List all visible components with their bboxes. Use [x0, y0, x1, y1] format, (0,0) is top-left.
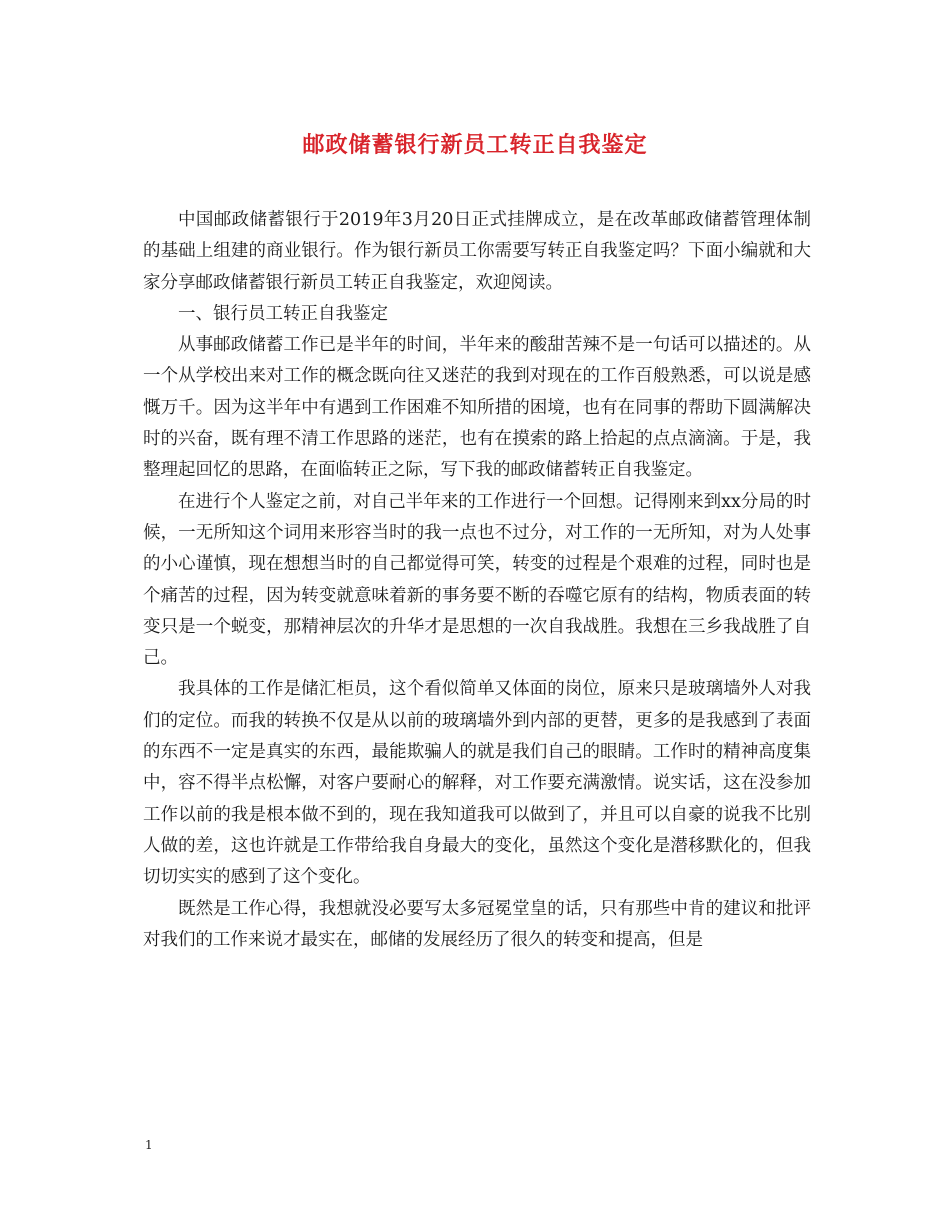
document-title: 邮政储蓄银行新员工转正自我鉴定	[302, 133, 648, 158]
page-number: 1	[145, 1138, 153, 1152]
paragraph: 在进行个人鉴定之前，对自己半年来的工作进行一个回想。记得刚来到xx分局的时候，一无所知这个词用来形容当时的我一点也不过分，对工作的一无所知，对为人处事的小心谨慎，现在想想当时的自己都觉得可笑，转变的过程是个艰难的过程，同时也是个痛苦的过程，因为转变就意味着新的事务要不断的吞噬它原有的结构，物质表面的转变只是一个蜕变，那精神层次的升华才是思想的一次自我战胜。我想在三乡我战胜了自己。	[143, 491, 811, 669]
section-heading: 一、银行员工转正自我鉴定	[178, 303, 388, 324]
paragraph: 从事邮政储蓄工作已是半年的时间，半年来的酸甜苦辣不是一句话可以描述的。从一个从学校出来对工作的概念既向往又迷茫的我到对现在的工作百般熟悉，可以说是感慨万千。因为这半年中有遇到工作困难不知所措的困境，也有在同事的帮助下圆满解决时的兴奋，既有理不清工作思路的迷茫，也有在摸索的路上拾起的点点滴滴。于是，我整理起回忆的思路，在面临转正之际，写下我的邮政储蓄转正自我鉴定。	[143, 335, 811, 481]
paragraph: 我具体的工作是储汇柜员，这个看似简单又体面的岗位，原来只是玻璃墙外人对我们的定位。而我的转换不仅是从以前的玻璃墙外到内部的更替，更多的是我感到了表面的东西不一定是真实的东西，最能欺骗人的就是我们自己的眼睛。工作时的精神高度集中，容不得半点松懈，对客户要耐心的解释，对工作要充满激情。说实话，这在没参加工作以前的我是根本做不到的，现在我知道我可以做到了，并且可以自豪的说我不比别人做的差，这也许就是工作带给我自身最大的变化，虽然这个变化是潜移默化的，但我切切实实的感到了这个变化。	[143, 679, 811, 888]
paragraph-intro: 中国邮政储蓄银行于2019年3月20日正式挂牌成立，是在改革邮政储蓄管理体制的基础上组建的商业银行。作为银行新员工你需要写转正自我鉴定吗？下面小编就和大家分享邮政储蓄银行新员工转正自我鉴定，欢迎阅读。	[143, 210, 811, 293]
paragraph: 既然是工作心得，我想就没必要写太多冠冕堂皇的话，只有那些中肯的建议和批评对我们的工作来说才最实在，邮储的发展经历了很久的转变和提高，但是	[143, 898, 811, 950]
document-body	[143, 205, 811, 956]
